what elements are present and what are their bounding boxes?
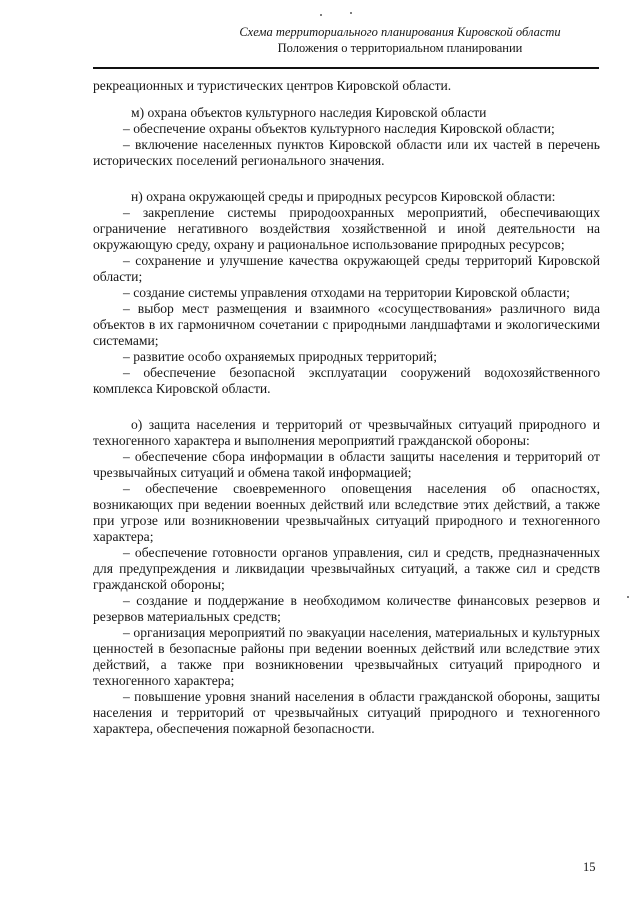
section-heading: н) охрана окружающей среды и природных ресурсов Кировской области: [131, 189, 556, 204]
list-item: – закрепление системы природоохранных мероприятий, обеспечивающих ограничение негативного воздействия хозяйственной и иной деятельности на окружающую среду, охрану и рациональное использование природных ресурсов; [93, 205, 600, 252]
list-item: – создание системы управления отходами на территории Кировской области; [123, 285, 570, 300]
list-item: – сохранение и улучшение качества окружающей среды территорий Кировской области; [93, 253, 600, 284]
header-title: Схема территориального планирования Кировской области [239, 25, 561, 39]
list-item: – повышение уровня знаний населения в области гражданской обороны, защиты населения и территорий от чрезвычайных ситуаций природного и техногенного характера, обеспечения пожарной безопасности. [93, 689, 600, 736]
list-item: – обеспечение сбора информации в области защиты населения и территорий от чрезвычайных ситуаций и обмена такой информацией; [93, 449, 600, 480]
list-item: – обеспечение готовности органов управления, сил и средств, предназначенных для предупреждения и ликвидации чрезвычайных ситуаций, а также сил и средств гражданской обороны; [93, 545, 600, 592]
list-item: – организация мероприятий по эвакуации населения, материальных и культурных ценностей в безопасные районы при ведении военных действий или вследствие этих действий, а также при возникновении чрезвычайных ситуаций природного и техногенного характера; [93, 625, 600, 688]
list-item: – создание и поддержание в необходимом количестве финансовых резервов и резервов материальных средств; [93, 593, 600, 624]
list-item: – обеспечение своевременного оповещения населения об опасностях, возникающих при ведении военных действий или вследствие этих действий, а также при угрозе или возникновении чрезвычайных ситуаций природного и техногенного характера; [93, 481, 600, 544]
page-header [0, 25, 640, 56]
paragraph: рекреационных и туристических центров Кировской области. [93, 78, 452, 93]
document-body [93, 78, 600, 737]
list-item: – обеспечение охраны объектов культурного наследия Кировской области; [123, 121, 555, 136]
scan-speck [627, 596, 629, 598]
scan-speck [320, 14, 322, 16]
list-item: – развитие особо охраняемых природных территорий; [123, 349, 437, 364]
header-rule [93, 67, 599, 69]
section-heading: о) защита населения и территорий от чрезвычайных ситуаций природного и техногенного характера и выполнения мероприятий гражданской обороны: [93, 417, 600, 448]
header-subtitle: Положения о территориальном планировании [277, 41, 523, 55]
list-item: – выбор мест размещения и взаимного «сосуществования» различного вида объектов в их гармоничном сочетании с природными ландшафтами и экологическими системами; [93, 301, 600, 348]
scan-speck [350, 12, 352, 14]
list-item: – включение населенных пунктов Кировской области или их частей в перечень исторических поселений регионального значения. [93, 137, 600, 168]
section-heading: м) охрана объектов культурного наследия Кировской области [131, 105, 487, 120]
page-number: 15 [583, 860, 596, 874]
list-item: – обеспечение безопасной эксплуатации сооружений водохозяйственного комплекса Кировской области. [93, 365, 600, 396]
